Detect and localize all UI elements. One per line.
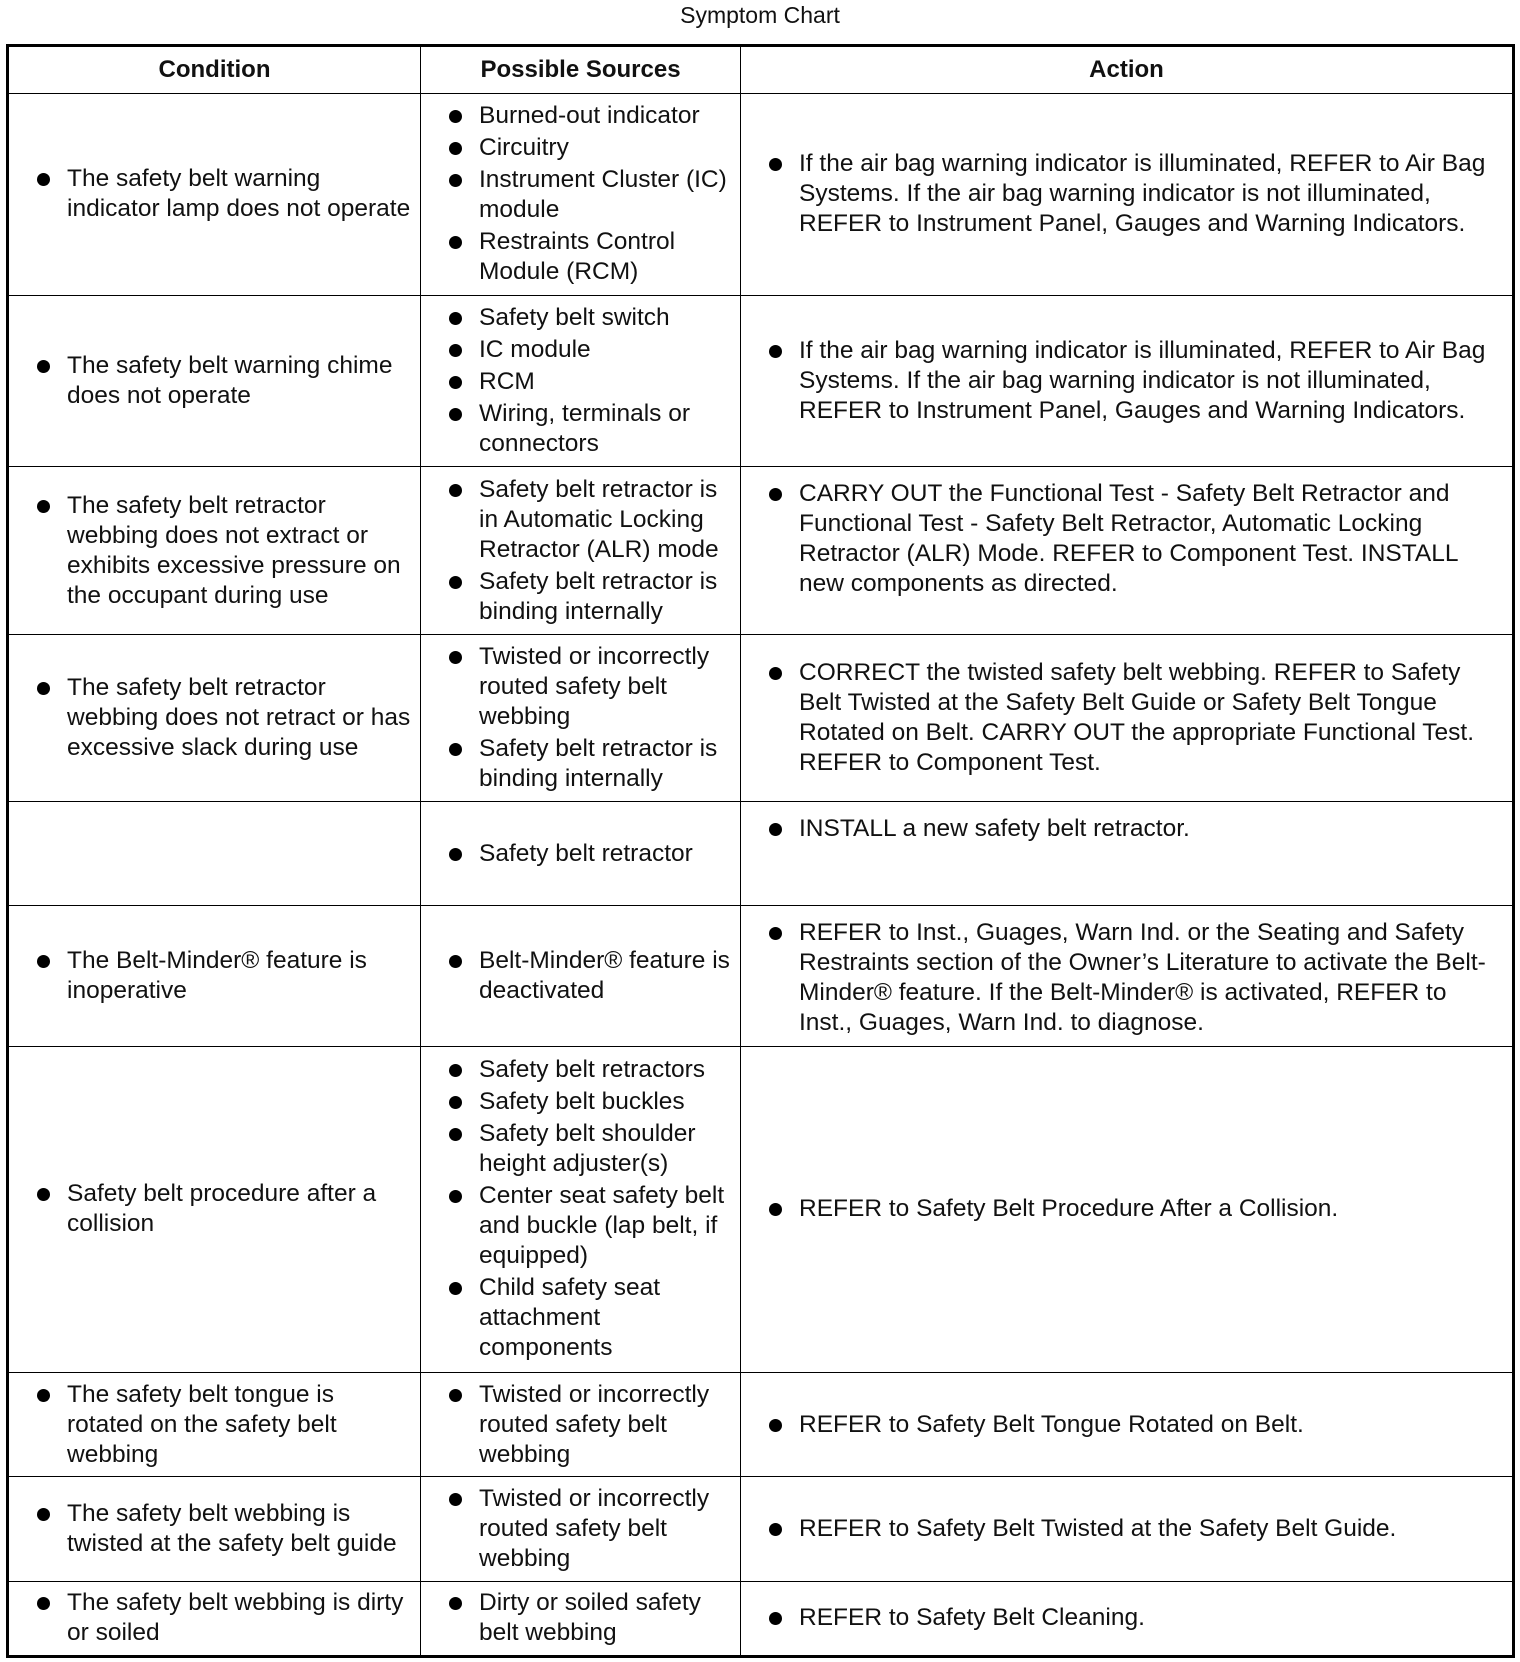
bullet-icon <box>449 312 462 325</box>
table-row <box>8 1581 1514 1656</box>
source-item-text: Dirty or soiled safety belt webbing <box>479 1589 701 1647</box>
column-header-action: Action <box>741 46 1514 94</box>
condition-item-text: The safety belt retractor webbing does not retract or has excessive slack during use <box>67 674 411 762</box>
bullet-icon <box>449 344 462 357</box>
action-cell <box>741 1477 1514 1582</box>
source-item-text: Circuitry <box>479 134 569 162</box>
bullet-icon <box>769 158 782 171</box>
source-item-text: Safety belt retractors <box>479 1056 706 1084</box>
header-row <box>8 46 1514 94</box>
bullet-icon <box>449 1064 462 1077</box>
source-item-text: Belt-Minder® feature is deactivated <box>479 946 730 1004</box>
source-item <box>449 642 734 732</box>
bullet-icon <box>449 1282 462 1295</box>
action-cell <box>741 467 1514 634</box>
source-item <box>449 1119 734 1179</box>
table-row <box>8 1372 1514 1477</box>
source-item <box>449 1181 734 1271</box>
source-item-text: IC module <box>479 336 591 364</box>
condition-item <box>37 1588 412 1648</box>
condition-item <box>37 351 412 411</box>
bullet-icon <box>769 1203 782 1216</box>
action-cell <box>741 634 1514 801</box>
possible-sources-cell <box>421 1477 741 1582</box>
possible-sources-cell <box>421 905 741 1046</box>
source-item-text: Safety belt switch <box>479 304 670 332</box>
condition-item-text: The safety belt webbing is dirty or soiled <box>67 1589 404 1647</box>
action-item-text: REFER to Safety Belt Procedure After a Collision. <box>799 1195 1339 1223</box>
action-item-text: If the air bag warning indicator is illuminated, REFER to Air Bag Systems. If the air bag warning indicator is not illuminated, REFER to Instrument Panel, Gauges and Warning Indicators. <box>799 337 1486 425</box>
action-cell <box>741 295 1514 467</box>
action-cell <box>741 1581 1514 1656</box>
source-item-text: Wiring, terminals or connectors <box>479 400 691 458</box>
action-cell <box>741 802 1514 906</box>
action-item <box>769 149 1502 239</box>
bullet-icon <box>449 955 462 968</box>
condition-item-text: The safety belt retractor webbing does not extract or exhibits excessive pressure on the occupant during use <box>67 491 401 609</box>
action-item-text: INSTALL a new safety belt retractor. <box>799 815 1190 843</box>
condition-cell <box>8 94 421 296</box>
bullet-icon <box>449 1128 462 1141</box>
source-item-text: Twisted or incorrectly routed safety belt webbing <box>479 1485 710 1573</box>
action-item <box>769 1410 1502 1440</box>
action-item <box>769 336 1502 426</box>
bullet-icon <box>449 1389 462 1402</box>
condition-cell <box>8 634 421 801</box>
action-cell <box>741 94 1514 296</box>
source-item-text: Instrument Cluster (IC) module <box>479 166 727 224</box>
bullet-icon <box>769 1612 782 1625</box>
condition-item-text: The safety belt warning indicator lamp does not operate <box>67 165 411 223</box>
bullet-icon <box>37 173 50 186</box>
possible-sources-cell <box>421 1581 741 1656</box>
condition-item-text: Safety belt procedure after a collision <box>67 1180 377 1238</box>
source-item-text: Center seat safety belt and buckle (lap belt, if equipped) <box>479 1182 725 1270</box>
bullet-icon <box>449 174 462 187</box>
chart-title: Symptom Chart <box>680 2 840 28</box>
source-item <box>449 101 734 131</box>
table-row <box>8 802 1514 906</box>
action-item-text: CORRECT the twisted safety belt webbing. REFER to Safety Belt Twisted at the Safety Belt Guide or Safety Belt Tongue Rotated on Belt. CARRY OUT the appropriate Functional Test. REFER to Component Test. <box>799 659 1475 777</box>
bullet-icon <box>769 1523 782 1536</box>
bullet-icon <box>769 927 782 940</box>
action-item-text: REFER to Safety Belt Tongue Rotated on Belt. <box>799 1410 1304 1438</box>
table-row <box>8 467 1514 634</box>
bullet-icon <box>37 360 50 373</box>
bullet-icon <box>37 500 50 513</box>
possible-sources-cell <box>421 802 741 906</box>
source-item <box>449 303 734 333</box>
bullet-icon <box>37 1389 50 1402</box>
source-item-text: Burned-out indicator <box>479 102 700 130</box>
table-body <box>8 94 1514 1657</box>
bullet-icon <box>37 1508 50 1521</box>
source-item <box>449 475 734 565</box>
condition-item <box>37 491 412 611</box>
action-item <box>769 1514 1502 1544</box>
table-row <box>8 295 1514 467</box>
bullet-icon <box>449 848 462 861</box>
source-item-text: Safety belt buckles <box>479 1088 685 1116</box>
source-item <box>449 1484 734 1574</box>
action-cell <box>741 905 1514 1046</box>
bullet-icon <box>449 1597 462 1610</box>
condition-cell <box>8 1372 421 1477</box>
bullet-icon <box>449 408 462 421</box>
bullet-icon <box>769 823 782 836</box>
source-item <box>449 335 734 365</box>
bullet-icon <box>769 488 782 501</box>
action-cell <box>741 1046 1514 1372</box>
condition-item-text: The safety belt webbing is twisted at the safety belt guide <box>67 1500 397 1558</box>
possible-sources-cell <box>421 634 741 801</box>
action-item <box>769 658 1502 778</box>
action-item <box>769 814 1502 844</box>
table-row <box>8 634 1514 801</box>
source-item-text: Restraints Control Module (RCM) <box>479 228 676 286</box>
condition-cell <box>8 467 421 634</box>
possible-sources-cell <box>421 1046 741 1372</box>
source-item-text: Child safety seat attachment components <box>479 1274 661 1362</box>
table-row <box>8 1046 1514 1372</box>
action-item-text: REFER to Safety Belt Twisted at the Safety Belt Guide. <box>799 1515 1397 1543</box>
condition-item-text: The safety belt tongue is rotated on the safety belt webbing <box>67 1380 337 1468</box>
source-item <box>449 399 734 459</box>
condition-item <box>37 164 412 224</box>
bullet-icon <box>449 1493 462 1506</box>
condition-cell <box>8 1581 421 1656</box>
source-item-text: RCM <box>479 368 535 396</box>
bullet-icon <box>449 142 462 155</box>
possible-sources-cell <box>421 295 741 467</box>
condition-item <box>37 1179 412 1239</box>
source-item-text: Safety belt retractor is binding internally <box>479 567 718 625</box>
source-item <box>449 734 734 794</box>
condition-cell <box>8 802 421 906</box>
symptom-chart-table <box>6 44 1515 1658</box>
condition-item <box>37 673 412 763</box>
source-item-text: Twisted or incorrectly routed safety belt webbing <box>479 643 710 731</box>
condition-cell <box>8 905 421 1046</box>
source-item <box>449 1380 734 1470</box>
table-row <box>8 1477 1514 1582</box>
action-item <box>769 918 1502 1038</box>
bullet-icon <box>449 1096 462 1109</box>
action-item <box>769 479 1502 599</box>
source-item <box>449 227 734 287</box>
table-row <box>8 94 1514 296</box>
condition-item-text: The Belt-Minder® feature is inoperative <box>67 946 367 1004</box>
source-item <box>449 1087 734 1117</box>
source-item-text: Safety belt retractor is binding internally <box>479 735 718 793</box>
source-item <box>449 1588 734 1648</box>
action-item-text: CARRY OUT the Functional Test - Safety Belt Retractor and Functional Test - Safety Belt Retractor, Automatic Locking Retractor (ALR) Mode. REFER to Component Test. INSTALL new components as directed. <box>799 480 1458 598</box>
bullet-icon <box>37 1597 50 1610</box>
possible-sources-cell <box>421 467 741 634</box>
bullet-icon <box>449 484 462 497</box>
bullet-icon <box>449 743 462 756</box>
condition-cell <box>8 1477 421 1582</box>
source-item <box>449 133 734 163</box>
column-header-condition: Condition <box>8 46 421 94</box>
source-item-text: Safety belt retractor is in Automatic Locking Retractor (ALR) mode <box>479 475 719 563</box>
bullet-icon <box>37 955 50 968</box>
source-item <box>449 1273 734 1363</box>
bullet-icon <box>449 651 462 664</box>
condition-item <box>37 946 412 1006</box>
bullet-icon <box>37 1188 50 1201</box>
bullet-icon <box>37 682 50 695</box>
condition-item <box>37 1380 412 1470</box>
table-row <box>8 905 1514 1046</box>
source-item-text: Safety belt shoulder height adjuster(s) <box>479 1120 696 1178</box>
possible-sources-cell <box>421 1372 741 1477</box>
action-item <box>769 1194 1502 1224</box>
action-item-text: REFER to Inst., Guages, Warn Ind. or the Seating and Safety Restraints section of the Owner’s Literature to activate the Belt-Minder® feature. If the Belt-Minder® is activated, REFER to Inst., Guages, Warn Ind. to diagnose. <box>799 918 1486 1036</box>
bullet-icon <box>769 667 782 680</box>
bullet-icon <box>449 110 462 123</box>
condition-cell <box>8 295 421 467</box>
bullet-icon <box>449 376 462 389</box>
bullet-icon <box>449 236 462 249</box>
condition-item <box>37 1499 412 1559</box>
action-item-text: If the air bag warning indicator is illuminated, REFER to Air Bag Systems. If the air bag warning indicator is not illuminated, REFER to Instrument Panel, Gauges and Warning Indicators. <box>799 150 1486 238</box>
action-item <box>769 1603 1502 1633</box>
action-cell <box>741 1372 1514 1477</box>
source-item <box>449 839 734 869</box>
source-item-text: Twisted or incorrectly routed safety belt webbing <box>479 1380 710 1468</box>
bullet-icon <box>769 345 782 358</box>
action-item-text: REFER to Safety Belt Cleaning. <box>799 1604 1145 1632</box>
bullet-icon <box>449 576 462 589</box>
bullet-icon <box>449 1190 462 1203</box>
source-item <box>449 165 734 225</box>
bullet-icon <box>769 1419 782 1432</box>
condition-cell <box>8 1046 421 1372</box>
condition-item-text: The safety belt warning chime does not operate <box>67 352 393 410</box>
source-item <box>449 1055 734 1085</box>
source-item <box>449 567 734 627</box>
column-header-possible-sources: Possible Sources <box>421 46 741 94</box>
possible-sources-cell <box>421 94 741 296</box>
source-item <box>449 367 734 397</box>
source-item <box>449 946 734 1006</box>
source-item-text: Safety belt retractor <box>479 839 693 867</box>
